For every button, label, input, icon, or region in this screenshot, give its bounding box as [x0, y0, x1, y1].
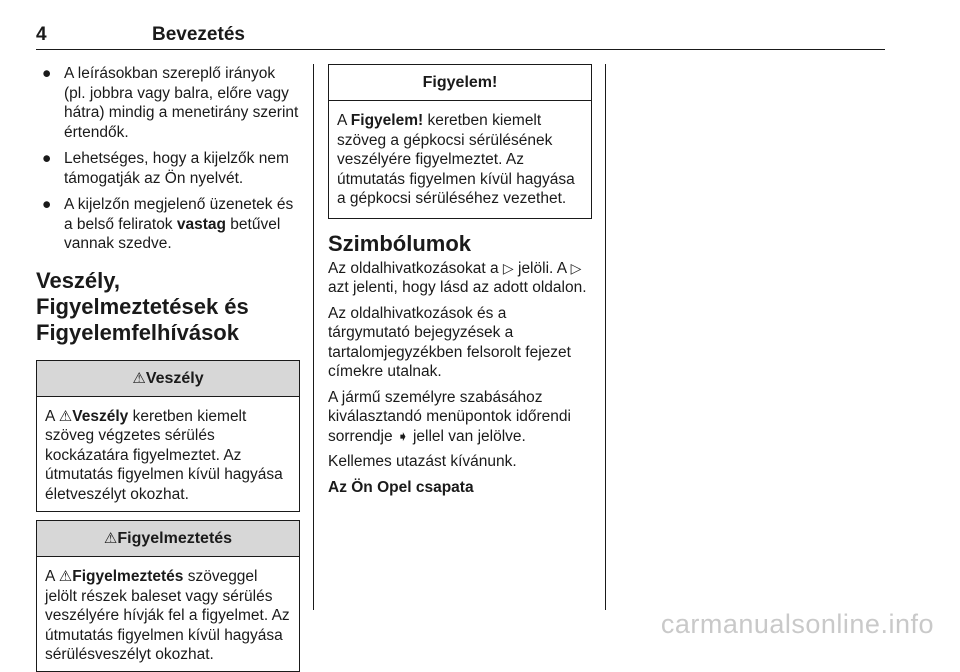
bullet-icon: ●	[42, 65, 52, 82]
danger-box-body: A ⚠Veszély keretben kiemelt szöveg végzetes sérülés kockázatára figyelmeztet. Az útmutatás figyelmen kívül hagyása életveszélyt okozhat.	[45, 407, 283, 503]
column-middle	[328, 64, 592, 503]
paragraph: Az oldalhivatkozások és a tárgymutató bejegyzések a tartalomjegyzékben felsorolt fejezet címekre utalnak.	[328, 304, 571, 380]
page-ref-arrow-icon: ▷	[570, 259, 582, 276]
page-ref-arrow-icon: ▷	[502, 259, 514, 276]
column-left	[36, 64, 300, 672]
paragraph: A jármű személyre szabásához kiválasztandó menüpontok időrendi sorrendje ➧ jellel van jelölve.	[328, 388, 571, 445]
column-divider	[605, 64, 606, 610]
list-item: ● A kijelzőn megjelenő üzenetek és a belső feliratok vastag betűvel vannak szedve.	[42, 196, 294, 252]
page-header	[36, 24, 885, 50]
warning-triangle-icon: ⚠	[132, 369, 146, 387]
notice-box-header: Figyelem!	[329, 65, 591, 101]
paragraph: Kellemes utazást kívánunk.	[328, 453, 517, 470]
warning-box-body: A ⚠Figyelmeztetés szöveggel jelölt részek baleset vagy sérülés veszélyére hívják fel a figyelmet. Az útmutatás figyelmen kívül hagyása sérülésveszélyt okozhat.	[45, 568, 290, 663]
list-item: ● A leírásokban szereplő irányok (pl. jobbra vagy balra, előre vagy hátra) mindig a menetirány szerint értendők.	[42, 65, 299, 141]
warning-box	[36, 520, 300, 672]
danger-box-header: ⚠Veszély	[37, 361, 299, 397]
notice-box-body: A Figyelem! keretben kiemelt szöveg a gépkocsi sérülésének veszélyére figyelmeztet. Az útmutatás figyelmen kívül hagyása a gépkocsi sérüléséhez vezethet.	[337, 112, 575, 207]
section-heading: Veszély, Figyelmeztetések és Figyelemfelhívások	[36, 267, 249, 345]
warning-box-header: ⚠Figyelmeztetés	[37, 521, 299, 557]
page-number: 4	[36, 24, 47, 45]
notice-box	[328, 64, 592, 219]
bold-term: vastag	[176, 215, 226, 233]
bullet-icon: ●	[42, 196, 52, 213]
list-item: ● Lehetséges, hogy a kijelzők nem támogatják az Ön nyelvét.	[42, 150, 289, 187]
bullet-list	[36, 64, 300, 254]
section-heading: Szimbólumok	[328, 230, 472, 256]
column-divider	[313, 64, 314, 610]
bullet-icon: ●	[42, 150, 52, 167]
warning-triangle-icon: ⚠	[103, 530, 118, 547]
signature: Az Ön Opel csapata	[328, 478, 474, 496]
menu-sequence-arrow-icon: ➧	[396, 427, 409, 444]
warning-triangle-icon: ⚠	[58, 568, 73, 585]
warning-triangle-icon: ⚠	[58, 407, 73, 425]
paragraph: Az oldalhivatkozásokat a ▷ jelöli. A ▷ azt jelenti, hogy lásd az adott oldalon.	[328, 259, 587, 296]
chapter-title: Bevezetés	[152, 24, 245, 45]
watermark: carmanualsonline.info	[660, 609, 934, 639]
danger-box	[36, 360, 300, 513]
